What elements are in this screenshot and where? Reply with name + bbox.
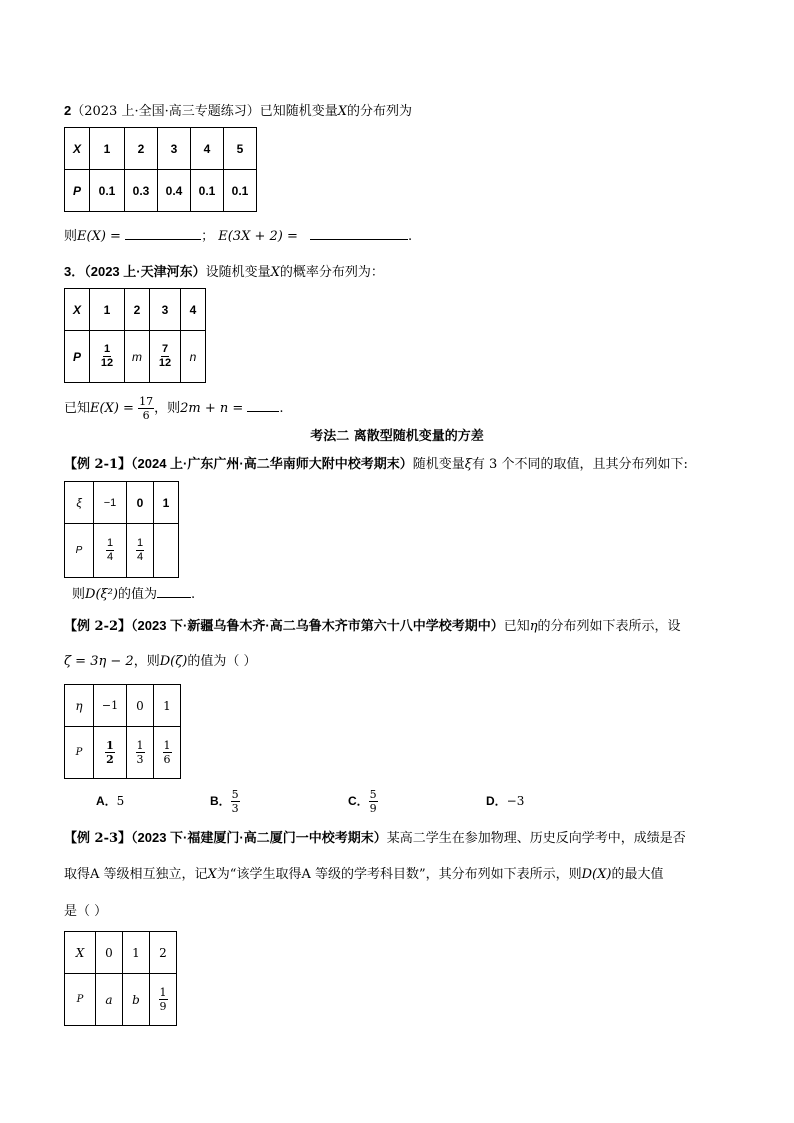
ex22-var: η (529, 619, 538, 634)
fraction: $\frac{1}{4}$ (136, 537, 144, 563)
q3-ask-prefix: 已知 (64, 401, 91, 416)
q3-ask (64, 394, 284, 424)
table-cell: b (123, 974, 150, 1026)
table-row (65, 128, 257, 170)
q3-ask-expr: 2m + n = (180, 401, 244, 416)
ex21-var: ξ (464, 457, 472, 472)
table-cell: n (181, 331, 206, 383)
option-a-label: A． (96, 794, 117, 808)
q2-distribution-table (64, 127, 257, 212)
q2-ask (64, 226, 412, 246)
q2-sep: ； (201, 229, 215, 244)
q2-text: 已知随机变量 (259, 104, 338, 119)
table-cell: 1 (123, 932, 150, 974)
table-row (65, 331, 206, 383)
table-cell: 1 (90, 289, 125, 331)
ex23-label: 【例 2-3】 (64, 831, 132, 846)
ex23-stem-line2 (64, 866, 663, 884)
table-cell (127, 524, 154, 578)
answer-blank[interactable] (125, 226, 201, 240)
table-row (65, 289, 206, 331)
ex22-source: （2023 下·新疆乌鲁木齐·高二乌鲁木齐市第六十八中学校考期中） (131, 618, 504, 633)
ex23-line1: 某高二学生在参加物理、历史反向学考中，成绩是否 (386, 831, 686, 846)
q2-ask2: E(3X + 2) = (218, 229, 298, 244)
row-label: P (65, 524, 94, 578)
q2-text2: 的分布列为 (347, 104, 413, 119)
ex21-ask: D(ξ²) (85, 587, 118, 602)
table-cell: m (125, 331, 150, 383)
ex23-line2a: 取得A 等级相互独立，记 (64, 867, 208, 882)
answer-blank[interactable] (157, 584, 191, 598)
answer-blank[interactable] (247, 398, 279, 412)
table-cell: 2 (125, 289, 150, 331)
row-label: P (65, 727, 94, 779)
option-a[interactable] (96, 792, 124, 810)
ex21-end: . (190, 587, 196, 602)
option-d-value: −3 (506, 794, 525, 808)
ex22-end: 的值为（ ） (187, 654, 257, 669)
fraction: $\frac{1}{2}$ (106, 739, 114, 766)
table-cell (150, 331, 181, 383)
q2-number: 2 (64, 103, 72, 118)
table-cell: 4 (191, 128, 224, 170)
table-row (65, 727, 181, 779)
ex22-ask: D(ζ) (159, 654, 188, 669)
table-cell (94, 524, 127, 578)
table-cell: a (96, 974, 123, 1026)
table-cell: 2 (125, 128, 158, 170)
table-row (65, 685, 181, 727)
ex22-distribution-table (64, 684, 181, 779)
table-cell: 5 (224, 128, 257, 170)
ex23-line2b: 为“该学生取得A 等级的学考科目数”，其分布列如下表所示，则 (216, 867, 582, 882)
ex23-stem (64, 829, 686, 848)
ex21-ask (72, 584, 195, 604)
row-label: P (65, 331, 90, 383)
ex22-stem-line2 (64, 653, 256, 671)
q3-ask-mid: ，则 (154, 401, 181, 416)
table-cell: 0.4 (158, 170, 191, 212)
q2-var: X (337, 104, 347, 119)
ex21-ask-prefix: 则 (72, 587, 86, 602)
row-label: P (65, 974, 96, 1026)
row-label: P (65, 170, 90, 212)
table-cell: 1 (154, 685, 181, 727)
fraction: $\frac{1}{4}$ (106, 537, 114, 563)
option-d[interactable] (486, 792, 524, 810)
table-cell: 0.1 (191, 170, 224, 212)
fraction: $\frac{1}{6}$ (163, 739, 171, 766)
table-cell: 0 (127, 482, 154, 524)
table-cell: −1 (94, 482, 127, 524)
q3-source: （2023 上·天津河东） (84, 264, 206, 279)
row-label: X (65, 289, 90, 331)
ex23-ask: D(X) (581, 867, 612, 882)
q2-stem (64, 102, 412, 121)
q2-end: . (408, 229, 413, 244)
option-b[interactable] (210, 786, 240, 816)
q3-end: . (279, 401, 284, 416)
fraction: $\frac{1}{12}$ (100, 343, 114, 369)
table-cell: 0.1 (90, 170, 125, 212)
q3-text2: 的概率分布列为： (279, 265, 384, 280)
q3-ask-e: E(X) = (90, 401, 134, 416)
ex21-source: （2024 上·广东广州·高二华南师大附中校考期末） (131, 456, 413, 471)
row-label: X (65, 128, 90, 170)
option-c-label: C． (348, 794, 369, 808)
answer-blank[interactable] (310, 226, 408, 240)
q3-text: 设随机变量 (205, 265, 271, 280)
table-cell: 0 (127, 685, 154, 727)
q3-number: 3． (64, 264, 85, 279)
table-cell: 1 (154, 482, 179, 524)
table-row (65, 932, 177, 974)
table-cell (127, 727, 154, 779)
fraction: $\frac{7}{12}$ (158, 343, 172, 369)
ex21-stem (64, 455, 688, 474)
ex23-source: （2023 下·福建厦门·高二厦门一中校考期末） (131, 830, 387, 845)
table-cell: 1 (90, 128, 125, 170)
ex23-var: X (207, 867, 217, 882)
q3-var: X (270, 265, 280, 280)
table-cell: 3 (150, 289, 181, 331)
ex21-text: 随机变量 (412, 457, 465, 472)
table-row (65, 974, 177, 1026)
q3-distribution-table (64, 288, 206, 383)
ex21-text2: 有 3 个不同的取值，且其分布列如下: (471, 457, 688, 472)
table-cell (154, 727, 181, 779)
option-a-value: 5 (116, 794, 125, 808)
ex21-ask-suffix: 的值为 (117, 587, 157, 602)
option-d-label: D． (486, 794, 507, 808)
ex22-text: 已知 (503, 619, 530, 634)
ex23-line3: 是（ ） (64, 904, 108, 919)
table-cell: 2 (150, 932, 177, 974)
table-cell (90, 331, 125, 383)
ex23-line2c: 的最大值 (611, 867, 664, 882)
table-cell: −1 (94, 685, 127, 727)
fraction: $\frac{1}{3}$ (136, 739, 144, 766)
fraction: $\frac{5}{3}$ (231, 788, 239, 815)
option-b-label: B． (210, 794, 231, 808)
table-cell: 0.3 (125, 170, 158, 212)
fraction: $\frac{1}{9}$ (159, 986, 167, 1013)
row-label: X (65, 932, 96, 974)
ex23-distribution-table (64, 931, 177, 1026)
q2-source: （2023 上·全国·高三专题练习） (71, 104, 260, 119)
table-cell: 0.1 (224, 170, 257, 212)
section-title: 考法二 离散型随机变量的方差 (310, 429, 484, 444)
table-cell (94, 727, 127, 779)
row-label: ξ (65, 482, 94, 524)
option-c[interactable] (348, 786, 378, 816)
ex22-text2: 的分布列如下表所示，设 (537, 619, 681, 634)
table-cell: 3 (158, 128, 191, 170)
table-cell: 0 (96, 932, 123, 974)
ex22-stem (64, 617, 681, 636)
ex22-mid: ，则 (133, 654, 160, 669)
q3-stem (64, 263, 384, 282)
fraction: $\frac{17}{6}$ (139, 395, 154, 422)
table-cell-empty (154, 524, 179, 578)
q2-ask-prefix: 则 (64, 229, 78, 244)
table-cell: 4 (181, 289, 206, 331)
ex22-label: 【例 2-2】 (64, 619, 132, 634)
ex21-label: 【例 2-1】 (64, 457, 132, 472)
table-row (65, 524, 179, 578)
ex23-stem-line3 (64, 903, 107, 921)
table-row (65, 170, 257, 212)
ex21-distribution-table (64, 481, 179, 578)
q2-ask1: E(X) = (77, 229, 121, 244)
ex22-expr: ζ = 3η − 2 (64, 654, 134, 669)
fraction: $\frac{5}{9}$ (369, 788, 377, 815)
table-cell (150, 974, 177, 1026)
table-row (65, 482, 179, 524)
row-label: η (65, 685, 94, 727)
